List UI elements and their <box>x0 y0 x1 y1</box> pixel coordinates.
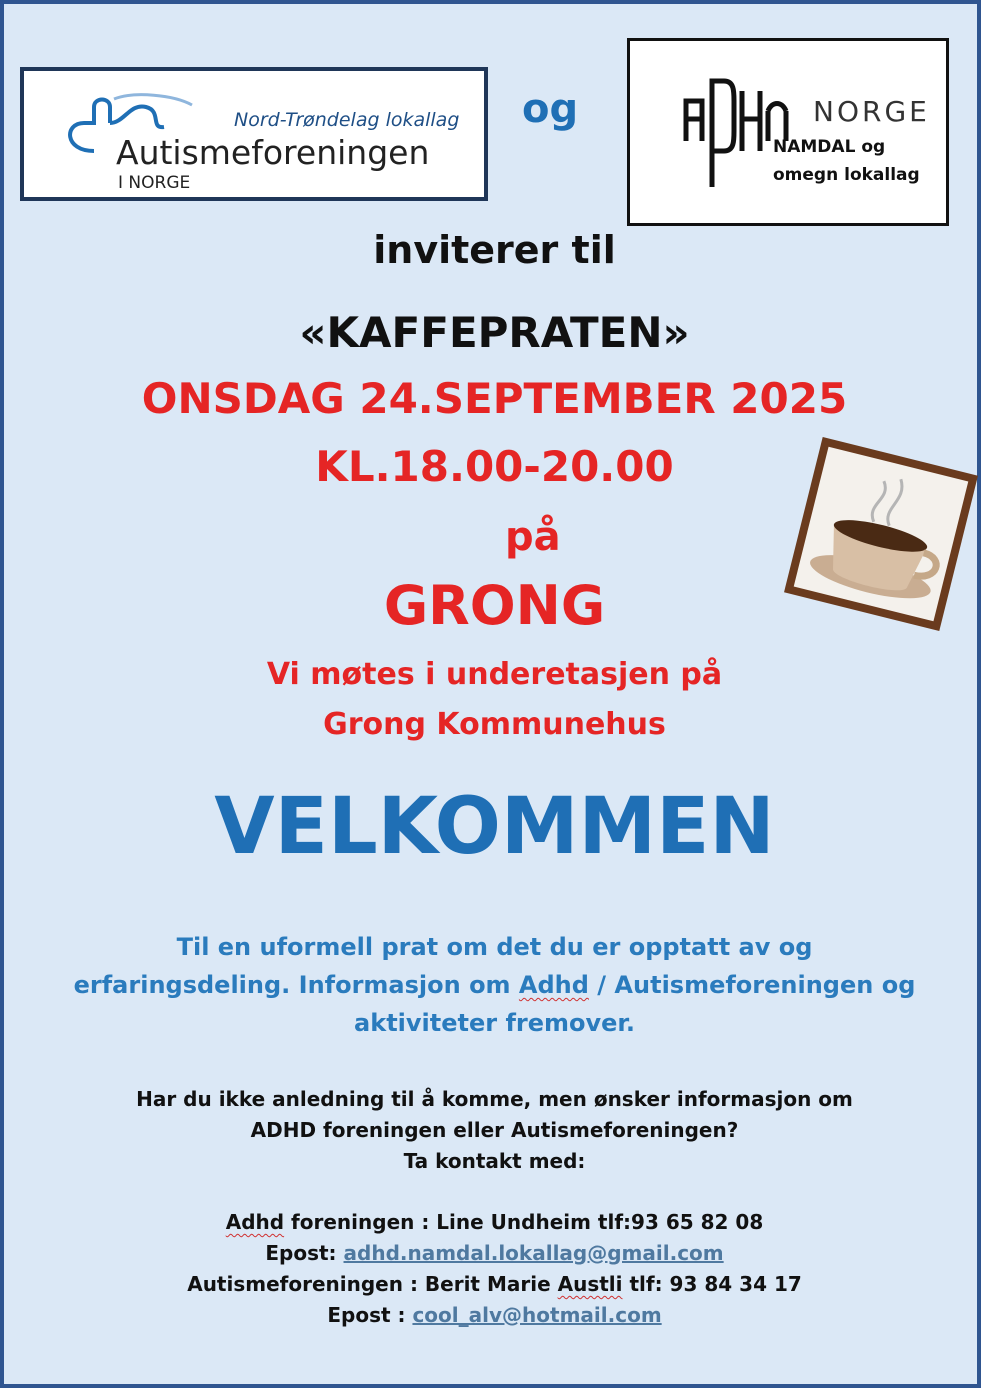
adhd-country: NORGE <box>813 95 930 128</box>
location-line1: Vi møtes i underetasjen på <box>266 657 723 692</box>
autism-email-label: Epost : <box>327 1303 413 1327</box>
autism-name: Autismeforeningen <box>116 133 430 172</box>
autism-contact-post: tlf: 93 84 34 17 <box>622 1272 802 1296</box>
autism-foundation-logo <box>20 67 488 201</box>
description-line2-pre: erfaringsdeling. Informasjon om <box>73 971 519 999</box>
description-line2-post: / Autismeforeningen og <box>588 971 916 999</box>
autism-region: Nord-Trøndelag lokallag <box>234 109 460 131</box>
event-time: KL.18.00-20.00 <box>315 442 674 491</box>
adhd-email-row <box>0 1238 989 1269</box>
autism-country: I NORGE <box>118 173 191 193</box>
contact-line3: Ta kontakt med: <box>403 1149 586 1173</box>
adhd-local-line1: NAMDAL og <box>773 137 886 157</box>
event-at: på <box>505 514 561 560</box>
description-line2 <box>0 966 989 1004</box>
contact-details <box>0 1207 989 1331</box>
autism-contact-pre: Autismeforeningen : Berit Marie <box>187 1272 558 1296</box>
coffee-cup-icon <box>779 432 984 637</box>
adhd-local <box>773 133 920 189</box>
adhd-contact-rest: foreningen : Line Undheim tlf:93 65 82 08 <box>284 1210 764 1234</box>
description <box>0 928 989 1042</box>
contact-line2: ADHD foreningen eller Autismeforeningen? <box>250 1118 739 1142</box>
connector-og: og <box>522 86 579 132</box>
invite-intro: inviterer til <box>373 228 616 272</box>
autism-contact-surname: Austli <box>557 1272 623 1296</box>
autism-email-row <box>0 1300 989 1331</box>
contact-intro <box>0 1084 989 1177</box>
adhd-email-label: Epost: <box>265 1241 344 1265</box>
autism-email-link[interactable]: cool_alv@hotmail.com <box>412 1303 662 1327</box>
description-adhd-word: Adhd <box>518 971 589 999</box>
adhd-local-line2: omegn lokallag <box>773 165 920 185</box>
event-location <box>0 650 989 750</box>
contact-line1: Har du ikke anledning til å komme, men ønsker informasjon om <box>136 1087 853 1111</box>
adhd-contact <box>0 1207 989 1238</box>
description-line1: Til en uformell prat om det du er opptatt av og <box>176 933 813 961</box>
event-date: ONSDAG 24.SEPTEMBER 2025 <box>141 374 848 423</box>
event-place: GRONG <box>383 574 606 637</box>
autism-contact <box>0 1269 989 1300</box>
adhd-contact-word: Adhd <box>225 1210 285 1234</box>
location-line2: Grong Kommunehus <box>323 707 666 742</box>
adhd-norge-logo <box>627 38 949 226</box>
adhd-email-link[interactable]: adhd.namdal.lokallag@gmail.com <box>343 1241 724 1265</box>
welcome-heading: VELKOMMEN <box>214 782 775 872</box>
description-line3: aktiviteter fremover. <box>354 1009 635 1037</box>
event-name: «KAFFEPRATEN» <box>299 308 690 357</box>
